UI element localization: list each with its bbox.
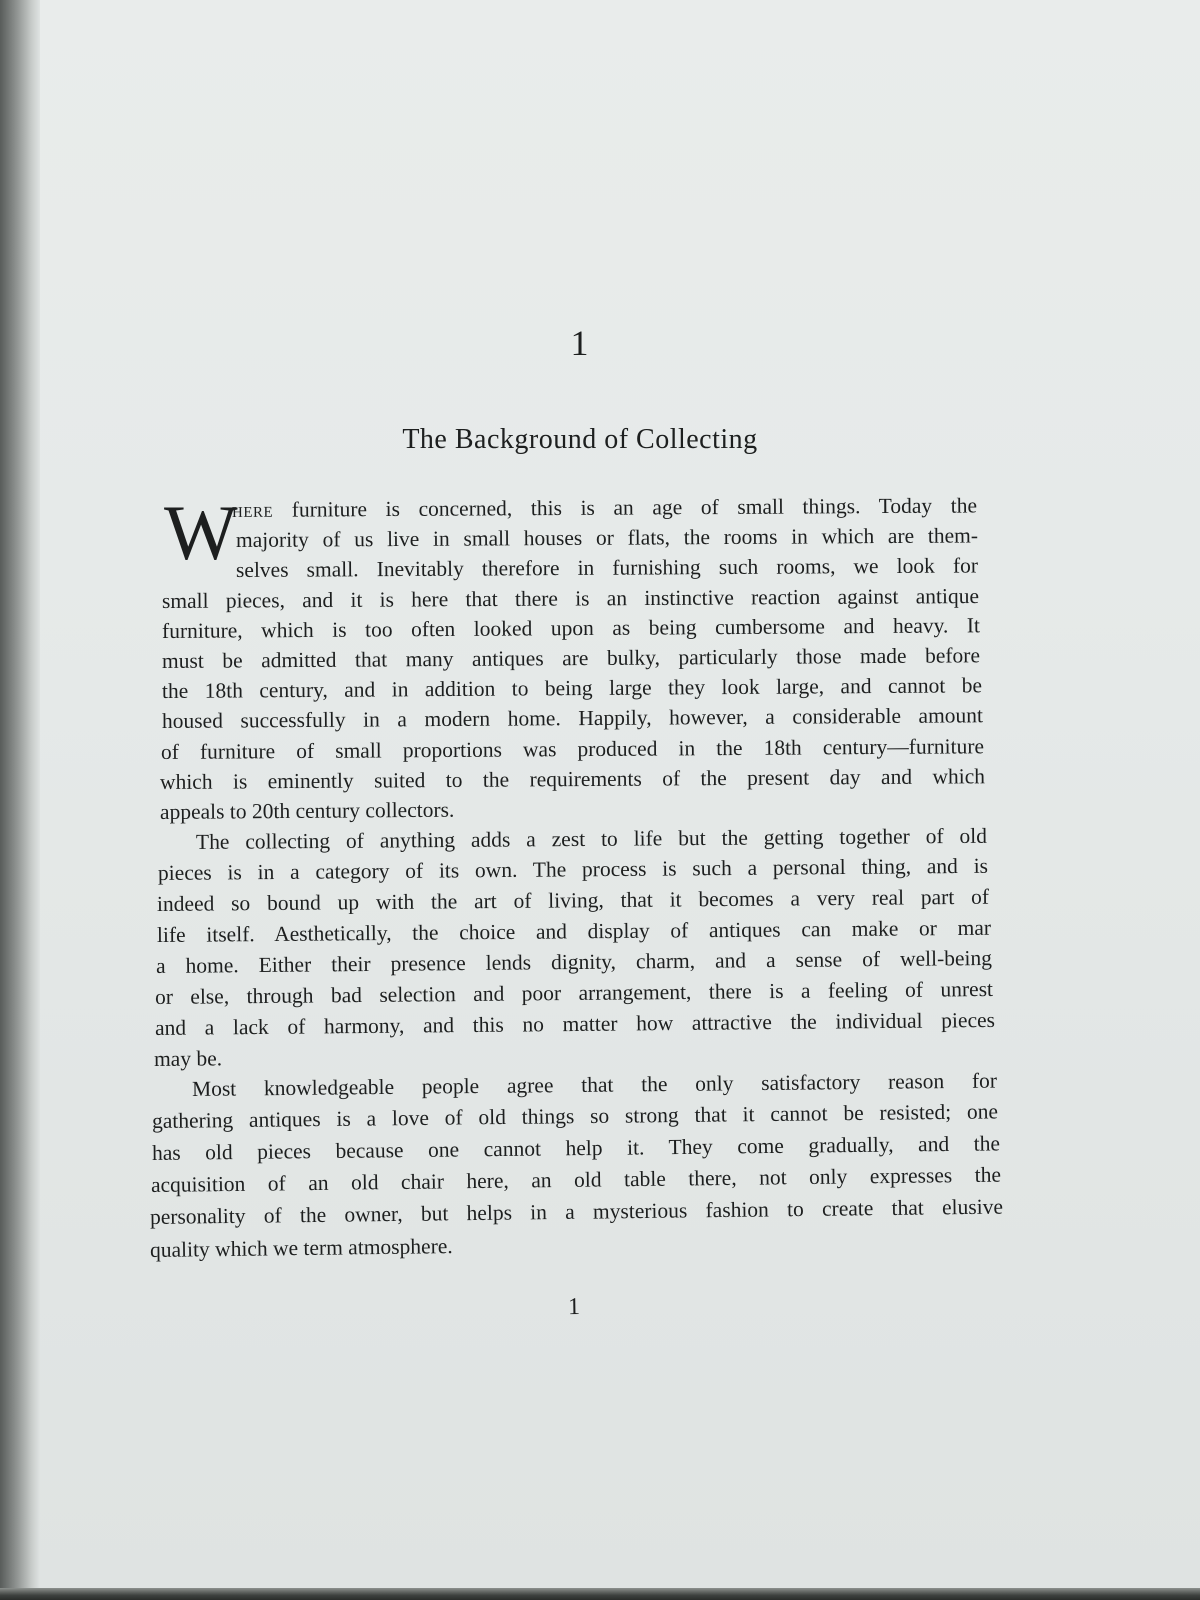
paragraph-2-line-2: pieces is in a category of its own. The process is such a personal thing, and is <box>157 853 989 885</box>
paragraph-1-line-10: which is eminently suited to the requirements of the present day and which <box>159 764 986 794</box>
paragraph-3-line-2: gathering antiques is a love of old things so strong that it cannot be resisted; one <box>151 1099 999 1133</box>
paragraph-2-line-7: and a lack of harmony, and this no matter how attractive the individual pieces <box>154 1007 996 1040</box>
paragraph-3-line-5: personality of the owner, but helps in a mysterious fashion to create that elusive <box>149 1194 1004 1229</box>
paragraph-1-line-8: housed successfully in a modern home. Happily, however, a considerable amount <box>161 703 984 733</box>
paragraph-2-line-4: life itself. Aesthetically, the choice and display of antiques can make or mar <box>156 915 992 947</box>
paragraph-2-line-8: may be. <box>153 1046 223 1071</box>
paragraph-3-line-4: acquisition of an old chair here, an old table there, not only expresses the <box>150 1162 1002 1197</box>
paragraph-1-line-2: majority of us live in small houses or flats, the rooms in which are them- <box>235 523 979 552</box>
paragraph-1-line-6: must be admitted that many antiques are bulky, particularly those made before <box>161 643 981 673</box>
paragraph-1-line-7: the 18th century, and in addition to being large they look large, and cannot be <box>161 673 983 703</box>
paragraph-2-line-1: The collecting of anything adds a zest to life but the getting together of old <box>195 823 988 854</box>
paragraph-1-line-4: small pieces, and it is here that there is an instinctive reaction against antique <box>161 584 980 613</box>
paragraph-1-line-3: selves small. Inevitably therefore in furnishing such rooms, we look for <box>235 553 979 582</box>
paragraph-3-line-3: has old pieces because one cannot help it. They come gradually, and the <box>151 1131 1001 1165</box>
paragraph-2-line-6: or else, through bad selection and poor arrangement, there is a feeling of unrest <box>154 976 994 1009</box>
paragraph-2-line-5: a home. Either their presence lends dignity, charm, and a sense of well-being <box>155 945 993 978</box>
paragraph-1-line-1 <box>232 492 977 526</box>
line-text: furniture is concerned, this is an age of small things. Today the <box>273 493 978 522</box>
paragraph-1-line-5: furniture, which is too often looked upon as being cumbersome and heavy. It <box>161 613 981 643</box>
paragraph-1-line-9: of furniture of small proportions was produced in the 18th century—furniture <box>160 734 985 764</box>
paragraph-3-line-1: Most knowledgeable people agree that the only satisfactory reason for <box>191 1068 998 1101</box>
paragraph-1-line-11: appeals to 20th century collectors. <box>159 797 455 824</box>
drop-cap-smallcaps: HERE <box>231 504 274 521</box>
drop-cap: W <box>164 489 238 576</box>
paragraph-3-line-6: quality which we term atmosphere. <box>149 1234 453 1262</box>
chapter-title: The Background of Collecting <box>402 424 758 455</box>
paragraph-2-line-3: indeed so bound up with the art of living, that it becomes a very real part of <box>156 884 990 916</box>
chapter-number: 1 <box>570 323 590 363</box>
page-number: 1 <box>567 1293 581 1321</box>
